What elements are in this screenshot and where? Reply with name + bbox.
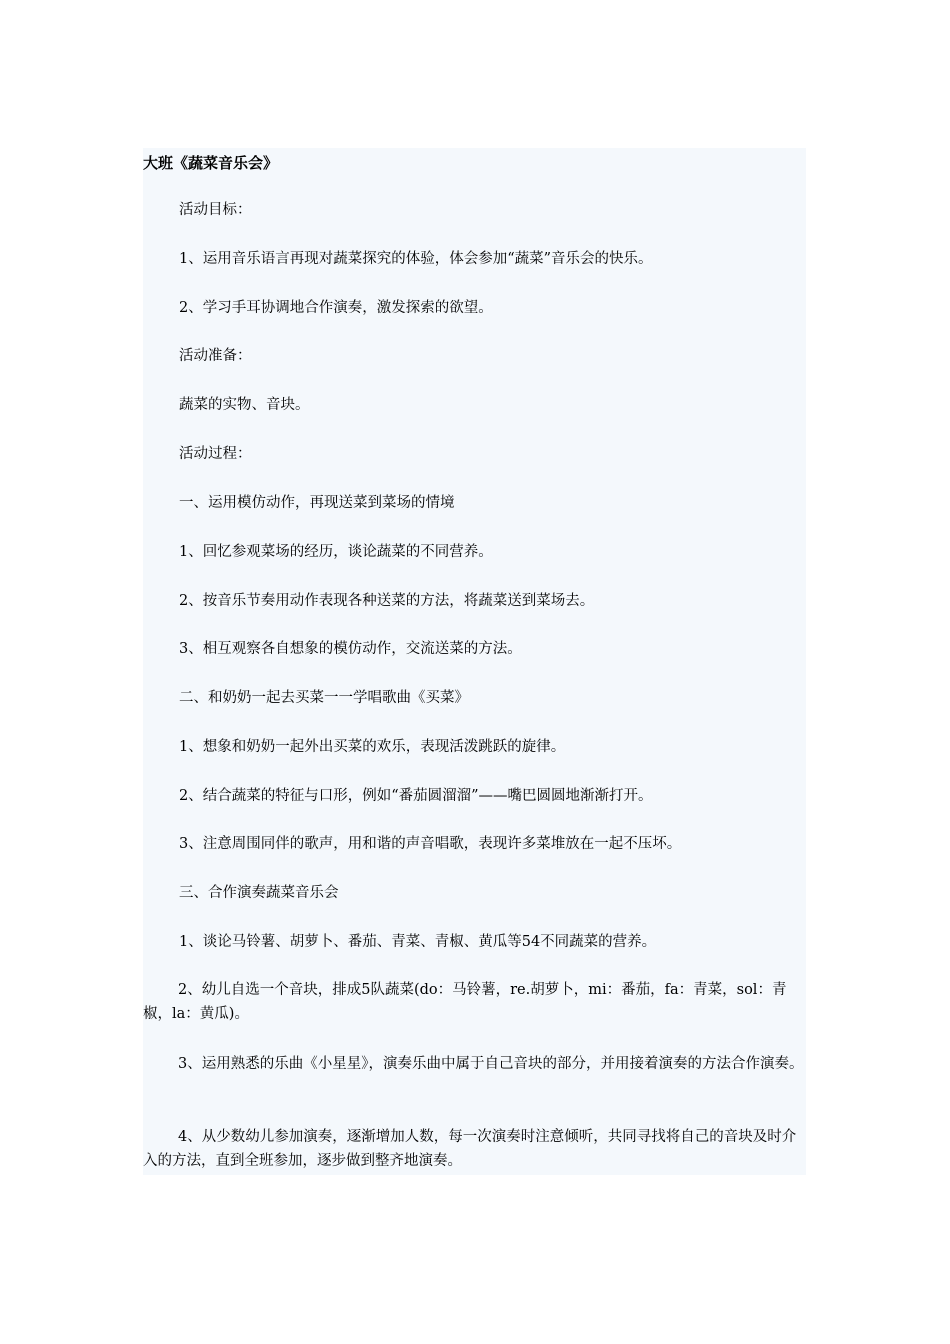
process-part-3-item-4: 4、从少数幼儿参加演奏，逐渐增加人数，每一次演奏时注意倾听，共同寻找将自己的音块及时介入的方法，直到全班参加，逐步做到整齐地演奏。 [143, 1129, 797, 1169]
process-part-3-item-3: 3、运用熟悉的乐曲《小星星》，演奏乐曲中属于自己音块的部分，并用接着演奏的方法合作演奏。 [178, 1056, 804, 1072]
process-part-1-item-2: 2、按音乐节奏用动作表现各种送菜的方法，将蔬菜送到菜场去。 [179, 593, 595, 609]
process-part-3-heading: 三、合作演奏蔬菜音乐会 [179, 885, 339, 901]
objective-item-2: 2、学习手耳协调地合作演奏，激发探索的欲望。 [179, 300, 493, 316]
process-part-1-item-3: 3、相互观察各自想象的模仿动作，交流送菜的方法。 [179, 641, 522, 657]
process-part-3-item-1: 1、谈论马铃薯、胡萝卜、番茄、青菜、青椒、黄瓜等54不同蔬菜的营养。 [179, 934, 657, 950]
document-page [143, 148, 806, 1175]
document-title: 大班《蔬菜音乐会》 [143, 154, 279, 172]
process-part-2-heading: 二、和奶奶一起去买菜一一学唱歌曲《买菜》 [179, 690, 469, 706]
section-heading-objectives: 活动目标： [179, 202, 252, 218]
process-part-2-item-1: 1、想象和奶奶一起外出买菜的欢乐，表现活泼跳跃的旋律。 [179, 739, 566, 755]
section-heading-process: 活动过程： [179, 446, 252, 462]
process-part-2-item-3: 3、注意周围同伴的歌声，用和谐的声音唱歌，表现许多菜堆放在一起不压坏。 [179, 836, 682, 852]
process-part-1-heading: 一、运用模仿动作，再现送菜到菜场的情境 [179, 495, 455, 511]
process-part-3-item-2: 2、幼儿自选一个音块，排成5队蔬菜(do：马铃薯，re.胡萝卜，mi：番茄，fa：青菜，sol：青椒，la：黄瓜)。 [143, 982, 787, 1022]
objective-item-1: 1、运用音乐语言再现对蔬菜探究的体验，体会参加“蔬菜”音乐会的快乐。 [179, 251, 653, 267]
section-heading-preparation: 活动准备： [179, 348, 252, 364]
preparation-text: 蔬菜的实物、音块。 [179, 397, 310, 413]
process-part-2-item-2: 2、结合蔬菜的特征与口形，例如“番茄圆溜溜”——嘴巴圆圆地渐渐打开。 [179, 788, 653, 804]
process-part-1-item-1: 1、回忆参观菜场的经历，谈论蔬菜的不同营养。 [179, 544, 493, 560]
